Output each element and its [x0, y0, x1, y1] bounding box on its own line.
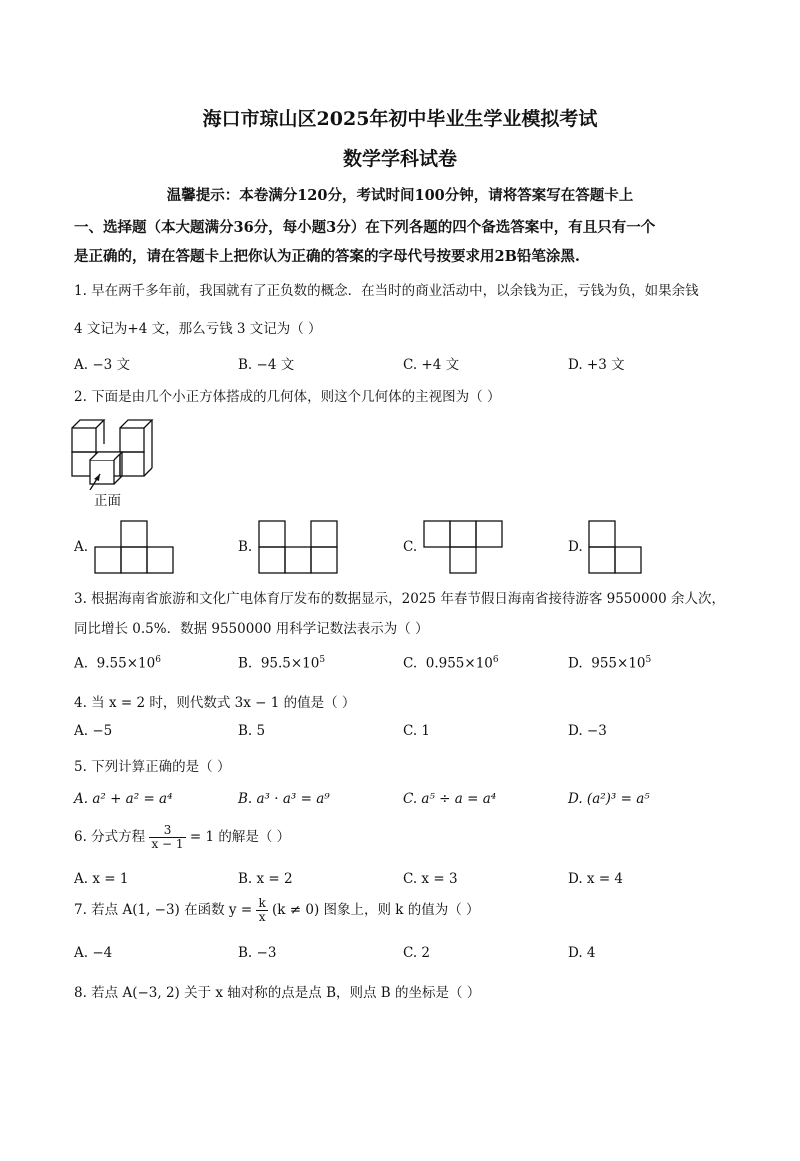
- q3-option-d: [568, 655, 651, 672]
- q2-option-c-letter: C.: [403, 539, 418, 555]
- q4-stem: 4. 当 x = 2 时，则代数式 3x − 1 的值是（ ）: [74, 695, 356, 711]
- q3-option-a-letter: A.: [74, 655, 89, 672]
- q4-option-b: B. 5: [238, 723, 266, 739]
- q2-stem: 2. 下面是由几个小正方体搭成的几何体，则这个几何体的主视图为（ ）: [74, 389, 501, 405]
- q6-fraction-numerator: 3: [149, 824, 185, 838]
- q7-fraction-numerator: k: [258, 896, 266, 910]
- q1-option-d: D. +3 文: [568, 357, 625, 373]
- q3-option-c-letter: C.: [403, 655, 418, 672]
- q6-fraction: [149, 824, 185, 851]
- q2-option-d-figure: [588, 520, 644, 574]
- q8-stem: 8. 若点 A(−3, 2) 关于 x 轴对称的点是点 B，则点 B 的坐标是（ ）: [74, 985, 481, 1001]
- q1-option-a: A. −3 文: [74, 357, 131, 373]
- q3-option-b-exp: 5: [319, 655, 326, 665]
- q7-option-d: D. 4: [568, 945, 596, 961]
- q5-option-c: C. a⁵ ÷ a = a⁴: [403, 791, 497, 807]
- section-heading-line1: 一、选择题（本大题满分36分，每小题3分）在下列各题的四个备选答案中，有且只有一个: [74, 219, 656, 236]
- q7-stem-pre: 7. 若点 A(1, −3) 在函数 y =: [74, 902, 253, 918]
- q2-option-a-figure: [94, 520, 176, 574]
- q2-solid-figure: [66, 410, 166, 490]
- q3-option-b: [238, 655, 325, 672]
- q7-stem: [74, 897, 480, 924]
- q3-option-b-letter: B.: [238, 655, 253, 672]
- q4-option-c: C. 1: [403, 723, 431, 739]
- q6-option-c: C. x = 3: [403, 871, 458, 887]
- q6-stem-post: = 1 的解是（ ）: [189, 829, 291, 845]
- q3-option-a: [74, 655, 161, 672]
- q6-stem-pre: 6. 分式方程: [74, 829, 146, 845]
- section-heading-line2: 是正确的，请在答题卡上把你认为正确的答案的字母代号按要求用2B铅笔涂黑.: [74, 248, 580, 265]
- q4-option-a: A. −5: [74, 723, 113, 739]
- q5-stem: 5. 下列计算正确的是（ ）: [74, 759, 231, 775]
- q2-option-c-figure: [423, 520, 505, 574]
- exam-subtitle: 数学学科试卷: [342, 148, 457, 170]
- q3-option-a-base: 9.55×10: [96, 655, 156, 672]
- q5-option-a: A. a² + a² = a⁴: [74, 791, 173, 807]
- q7-option-c: C. 2: [403, 945, 431, 961]
- q3-stem-line2: 同比增长 0.5%．数据 9550000 用科学记数法表示为（ ）: [74, 621, 429, 637]
- q5-option-d: D. (a²)³ = a⁵: [568, 791, 650, 807]
- q7-fraction: [256, 897, 267, 924]
- q6-option-b: B. x = 2: [238, 871, 293, 887]
- q2-option-b-letter: B.: [238, 539, 253, 555]
- q6-option-a: A. x = 1: [74, 871, 129, 887]
- q2-front-label: 正面: [94, 493, 121, 509]
- q7-fraction-denominator: x: [258, 910, 266, 924]
- q2-option-d-letter: D.: [568, 539, 583, 555]
- q3-option-c: [403, 655, 499, 672]
- q7-stem-post: (k ≠ 0) 图象上，则 k 的值为（ ）: [272, 902, 480, 918]
- q3-option-d-base: 955×10: [591, 655, 646, 672]
- q1-stem-line2: 4 文记为+4 文，那么亏钱 3 文记为（ ）: [74, 321, 322, 337]
- q3-option-c-base: 0.955×10: [425, 655, 493, 672]
- q7-option-a: A. −4: [74, 945, 113, 961]
- q2-option-a-letter: A.: [74, 539, 89, 555]
- q6-stem: [74, 824, 290, 851]
- q3-stem-line1: 3. 根据海南省旅游和文化广电体育厅发布的数据显示，2025 年春节假日海南省接待游客 9550000 余人次，: [74, 591, 726, 607]
- q3-option-a-exp: 6: [155, 655, 161, 665]
- q2-option-b-figure: [258, 520, 340, 574]
- q3-option-d-letter: D.: [568, 655, 583, 672]
- q1-stem-line1: 1. 早在两千多年前，我国就有了正负数的概念．在当时的商业活动中，以余钱为正，亏钱为负，如果余钱: [74, 283, 699, 299]
- q4-option-d: D. −3: [568, 723, 607, 739]
- q7-option-b: B. −3: [238, 945, 277, 961]
- exam-title: 海口市琼山区2025年初中毕业生学业模拟考试: [202, 108, 598, 130]
- q5-option-b: B. a³ · a³ = a⁹: [238, 791, 330, 807]
- q3-option-d-exp: 5: [645, 655, 652, 665]
- exam-notice: 温馨提示：本卷满分120分，考试时间100分钟，请将答案写在答题卡上: [166, 187, 634, 204]
- q1-option-c: C. +4 文: [403, 357, 460, 373]
- q3-option-c-exp: 6: [492, 655, 499, 665]
- q3-option-b-base: 95.5×10: [260, 655, 320, 672]
- q6-option-d: D. x = 4: [568, 871, 624, 887]
- q1-option-b: B. −4 文: [238, 357, 295, 373]
- q6-fraction-denominator: x − 1: [151, 837, 184, 851]
